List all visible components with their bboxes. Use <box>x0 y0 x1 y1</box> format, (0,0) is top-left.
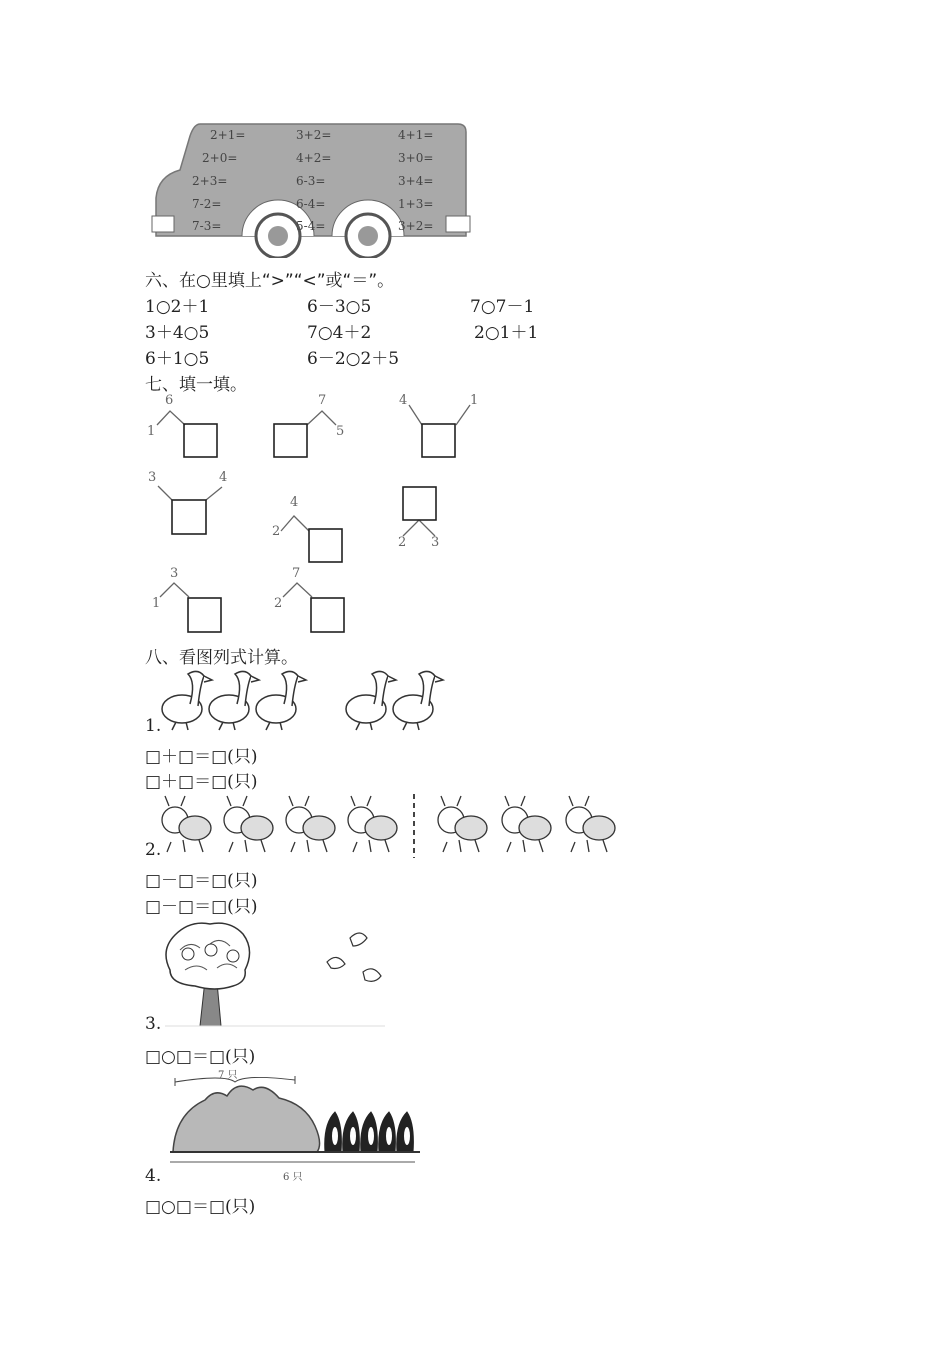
answer-line: □－□＝□(只) <box>145 871 258 891</box>
ant-icon <box>162 796 211 852</box>
problem-number: 3. <box>145 1014 162 1034</box>
tree-birds-picture <box>155 920 390 1032</box>
goose-icon <box>346 671 396 730</box>
bus-equation: 6-4= <box>296 197 326 211</box>
tree-icon <box>166 923 250 1026</box>
bus-equation: 6-3= <box>296 174 326 188</box>
problem-number: 1. <box>145 716 162 736</box>
ant-icon <box>348 796 397 852</box>
tree-value: 7 <box>292 566 301 581</box>
bus-equation: 3+4= <box>398 174 434 188</box>
bus-equation: 2+3= <box>192 174 228 188</box>
bus-equation: 4+1= <box>398 128 434 142</box>
tree-value: 2 <box>398 535 407 550</box>
goose-icon <box>393 671 443 730</box>
compare-item: 2○1＋1 <box>474 323 539 343</box>
part-label: 6 只 <box>283 1172 303 1183</box>
tree-value: 4 <box>399 393 408 408</box>
tree-value: 2 <box>274 596 283 611</box>
tree-value: 1 <box>147 424 156 439</box>
section-6-title: 六、在○里填上“>”“<”或“＝”。 <box>145 271 395 291</box>
section-7-title: 七、填一填。 <box>145 375 247 395</box>
bus-equation: 1+3= <box>398 197 434 211</box>
tree-value: 1 <box>470 393 479 408</box>
tree-value: 2 <box>272 524 281 539</box>
bus-equation: 5-4= <box>296 219 326 233</box>
answer-line: □－□＝□(只) <box>145 897 258 917</box>
mountain-penguins-picture <box>165 1064 425 1182</box>
bus-equation: 4+2= <box>296 151 332 165</box>
compare-item: 7○7－1 <box>470 297 535 317</box>
ant-icon <box>566 796 615 852</box>
goose-icon <box>209 671 259 730</box>
tree-value: 7 <box>318 393 327 408</box>
bus-equation: 3+2= <box>296 128 332 142</box>
problem-number: 2. <box>145 840 162 860</box>
compare-item: 3＋4○5 <box>145 323 210 343</box>
compare-item: 7○4＋2 <box>307 323 372 343</box>
ant-icon <box>224 796 273 852</box>
problem-number: 4. <box>145 1166 162 1186</box>
answer-line: □＋□＝□(只) <box>145 772 258 792</box>
bus-illustration <box>150 118 475 258</box>
compare-item: 6＋1○5 <box>145 349 210 369</box>
answer-line: □○□＝□(只) <box>145 1197 256 1217</box>
tree-value: 3 <box>431 535 440 550</box>
bus-equation: 2+1= <box>210 128 246 142</box>
compare-item: 1○2＋1 <box>145 297 210 317</box>
compare-item: 6－2○2＋5 <box>307 349 400 369</box>
bus-equation: 2+0= <box>202 151 238 165</box>
ant-icon <box>286 796 335 852</box>
goose-icon <box>256 671 306 730</box>
tree-value: 1 <box>152 596 161 611</box>
tree-value: 4 <box>219 470 228 485</box>
tree-value: 3 <box>148 470 157 485</box>
answer-line: □○□＝□(只) <box>145 1047 256 1067</box>
bus-equation: 7-2= <box>192 197 222 211</box>
section-8-title: 八、看图列式计算。 <box>145 648 298 668</box>
answer-line: □＋□＝□(只) <box>145 747 258 767</box>
bus-equation: 7-3= <box>192 219 222 233</box>
goose-icon <box>162 671 212 730</box>
ant-icon <box>502 796 551 852</box>
tree-value: 6 <box>165 393 174 408</box>
number-trees <box>140 390 560 640</box>
mountain-icon <box>173 1086 320 1152</box>
geese-picture <box>160 664 445 734</box>
ants-picture <box>155 792 625 860</box>
compare-item: 6－3○5 <box>307 297 372 317</box>
bus-equation: 3+2= <box>398 219 434 233</box>
tree-value: 5 <box>336 424 345 439</box>
bird-icon <box>327 933 381 981</box>
tree-value: 3 <box>170 566 179 581</box>
bus-equation: 3+0= <box>398 151 434 165</box>
total-label: 7 只 <box>218 1070 238 1081</box>
ant-icon <box>438 796 487 852</box>
tree-value: 4 <box>290 495 299 510</box>
